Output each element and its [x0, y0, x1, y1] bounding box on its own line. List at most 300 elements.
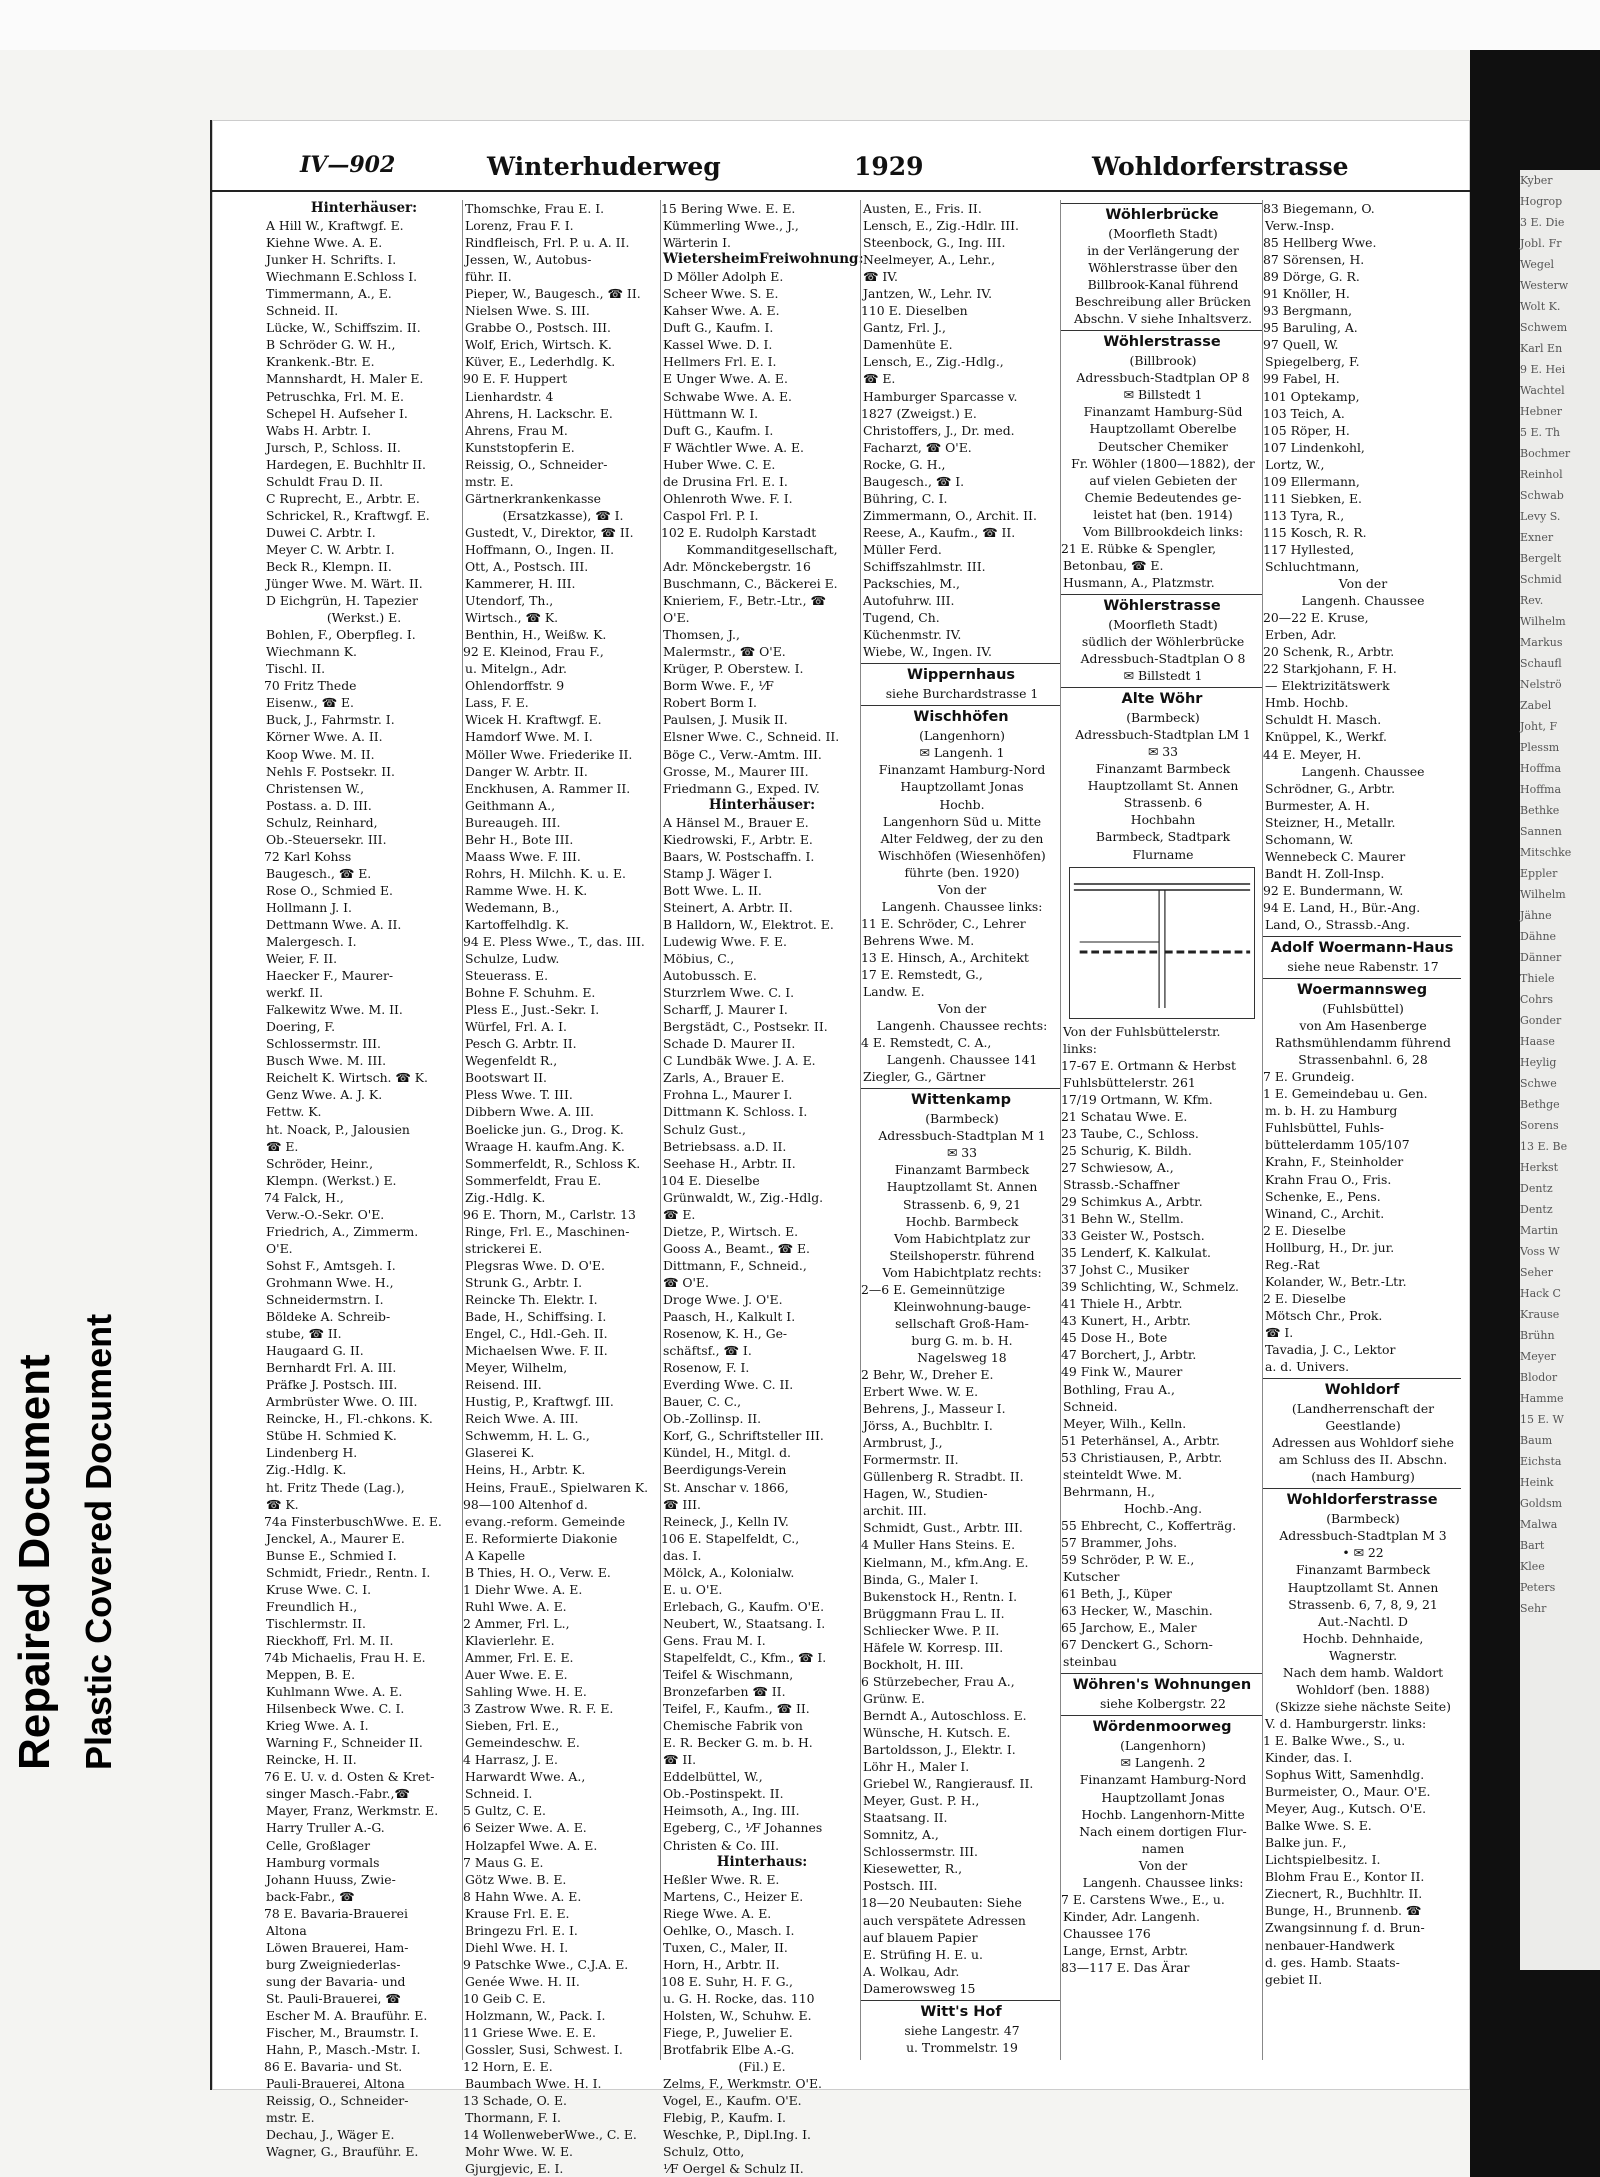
street-info-line: in der Verlängerung der — [1087, 243, 1239, 259]
entry-line: Sommerfeldt, R., Schloss K. — [465, 1155, 641, 1171]
entry-line: Dibbern Wwe. A. III. — [465, 1104, 594, 1120]
entry-line: stube, ☎ II. — [266, 1326, 342, 1342]
house-number-line: 108 E. Suhr, H. F. G., — [661, 1973, 793, 1989]
adjacent-page-fragment: 5 E. Th — [1520, 426, 1560, 439]
entry-line: Reese, A., Kaufm., ☎ II. — [863, 524, 1016, 540]
entry-line: Tugend, Ch. — [863, 610, 940, 626]
last-street-heading: Wohldorferstrasse — [1092, 152, 1349, 181]
entry-line: V. d. Hamburgerstr. links: — [1265, 1715, 1427, 1731]
adjacent-page-fragment: Mitschke — [1520, 846, 1572, 859]
entry-line: Thomschke, Frau E. I. — [465, 201, 605, 216]
entry-line: Mayer, Franz, Werkmstr. E. — [266, 1803, 439, 1819]
entry-line: Bohlen, F., Oberpfleg. I. — [266, 627, 416, 643]
entry-line: Stübe H. Schmied K. — [266, 1428, 397, 1444]
entry-line: Lensch, E., Zig.-Hdlr. III. — [863, 218, 1019, 234]
entry-line: Ohlendorffstr. 9 — [465, 678, 565, 694]
entry-line: Schulz, Otto, — [663, 2144, 745, 2160]
entry-line: Altona — [266, 1922, 307, 1938]
entry-line: Behrmann, H., — [1063, 1483, 1155, 1499]
entry-line: Glaserei K. — [465, 1445, 535, 1461]
house-number-line: 98—100 Altenhof d. — [463, 1496, 588, 1512]
house-number-line: 21 Schatau Wwe. E. — [1061, 1108, 1188, 1124]
entry-line: mstr. E. — [266, 2110, 315, 2126]
entry-line: Pesch G. Arbtr. II. — [465, 1036, 577, 1052]
house-number-line: 27 Schwiesow, A., — [1061, 1159, 1174, 1175]
street-info-line: Von der — [937, 881, 987, 897]
entry-line: Pieper, W., Baugesch., ☎ II. — [465, 286, 641, 302]
house-number-line: 95 Baruling, A. — [1263, 320, 1358, 336]
entry-line: auch verspätete Adressen — [863, 1912, 1026, 1928]
street-info-line: (Billbrook) — [1129, 353, 1197, 369]
house-number-line: 43 Kunert, H., Arbtr. — [1061, 1313, 1191, 1329]
entry-line: Dettmann Wwe. A. II. — [266, 916, 402, 932]
entry-line: Damerowsweg 15 — [863, 1980, 976, 1996]
entry-line: Reineck, J., Kelln IV. — [663, 1513, 789, 1529]
entry-line: Droge Wwe. J. O'E. — [663, 1292, 783, 1307]
street-info-line: Beschreibung aller Brücken — [1075, 294, 1251, 310]
house-number-line: 21 E. Rübke & Spengler, — [1061, 540, 1217, 556]
street-info-line: (Langenhorn) — [919, 728, 1005, 744]
entry-line: Jantzen, W., Lehr. IV. — [863, 286, 993, 302]
entry-line: Betriebsass. a.D. II. — [663, 1138, 787, 1154]
house-number-line: 35 Lenderf, K. Kalkulat. — [1061, 1245, 1211, 1261]
entry-line: C Lundbäk Wwe. J. A. E. — [663, 1053, 816, 1069]
entry-line: Armbrüster Wwe. O. III. — [266, 1394, 418, 1410]
adjacent-page-fragment: Cohrs — [1520, 993, 1554, 1006]
street-info-line: (Werkst.) E. — [326, 610, 402, 626]
entry-line: St. Anschar v. 1866, — [663, 1479, 789, 1495]
entry-line: Gens. Frau M. I. — [663, 1632, 766, 1648]
entry-line: Hagen, W., Studien- — [863, 1486, 988, 1502]
entry-line: Betonbau, ☎ E. — [1063, 557, 1164, 573]
street-info-line: am Schluss des II. Abschn. — [1278, 1452, 1448, 1468]
entry-line: Bunse E., Schmied I. — [266, 1547, 397, 1563]
entry-line: Strunk G., Arbtr. I. — [465, 1274, 583, 1290]
entry-line: Jenckel, A., Maurer E. — [266, 1530, 405, 1546]
street-info-line: Deutscher Chemiker — [1098, 438, 1228, 454]
entry-line: Ludewig Wwe. F. E. — [663, 934, 787, 950]
entry-line: Sophus Witt, Samenhdlg. — [1265, 1767, 1425, 1783]
house-number-line: 103 Teich, A. — [1263, 405, 1345, 421]
entry-line: Schluchtmann, — [1265, 558, 1360, 574]
street-info-line: u. Trommelstr. 19 — [906, 2039, 1018, 2055]
street-info-line: Nach dem hamb. Waldort — [1282, 1664, 1444, 1680]
entry-line: Möbius, C., — [663, 951, 735, 967]
house-number-line: 65 Jarchow, E., Maler — [1061, 1620, 1197, 1636]
entry-line: Bade, H., Schiffsing. I. — [465, 1309, 607, 1325]
house-number-line: 17 E. Remstedt, G., — [861, 966, 983, 982]
entry-line: Dechau, J., Wäger E. — [266, 2127, 395, 2143]
house-number-line: 2—6 E. Gemeinnützige — [861, 1281, 1005, 1297]
street-info-line: Chemie Bedeutendes ge- — [1084, 489, 1242, 505]
adjacent-page-fragment: Wilhelm — [1520, 615, 1566, 628]
entry-line: Lange, Ernst, Arbtr. — [1063, 1942, 1189, 1958]
street-info-line: Hauptzollamt St. Annen — [1087, 778, 1239, 794]
entry-line: Balke Wwe. S. E. — [1265, 1818, 1372, 1834]
entry-line: Heins, H., Arbtr. K. — [465, 1462, 586, 1478]
entry-line: Buschmann, C., Bäckerei E. — [663, 576, 838, 592]
entry-line: Bureaugeh. III. — [465, 814, 561, 830]
adjacent-page-fragment: Kyber — [1520, 174, 1553, 187]
entry-line: Tuxen, C., Maler, II. — [663, 1939, 788, 1955]
entry-line: Bergstädt, C., Postsekr. II. — [663, 1019, 828, 1035]
entry-line: B Halldorn, W., Elektrot. E. — [663, 916, 834, 932]
street-info-line: ✉ Billstedt 1 — [1123, 668, 1203, 684]
adjacent-page-fragment: Sannen — [1520, 825, 1562, 838]
house-number-line: 107 Lindenkohl, — [1263, 439, 1365, 455]
entry-line: Küver, E., Lederhdlg. K. — [465, 354, 616, 370]
entry-line: ☎ E. — [663, 1206, 696, 1222]
entry-line: Land, O., Strassb.-Ang. — [1265, 916, 1411, 932]
house-number-line: 93 Bergmann, — [1263, 303, 1353, 319]
street-info-line: Hochb. Langenhorn-Mitte — [1081, 1806, 1245, 1822]
entry-line: Gantz, Frl. J., — [863, 320, 946, 336]
street-info-line: ✉ Billstedt 1 — [1123, 387, 1203, 403]
entry-line: Neelmeyer, A., Lehr., — [863, 252, 996, 268]
entry-line: Lichtspielbesitz. I. — [1265, 1852, 1381, 1868]
adjacent-page-fragment: Dähne — [1520, 930, 1557, 943]
scan-top-margin — [0, 0, 1600, 50]
entry-line: Malermstr., ☎ O'E. — [663, 644, 786, 660]
entry-line: Sohst F., Amtsgeh. I. — [266, 1257, 396, 1273]
entry-line: singer Masch.-Fabr.,☎ — [266, 1786, 410, 1802]
house-number-line: 83 Biegemann, O. — [1263, 201, 1375, 216]
entry-line: Engel, C., Hdl.-Geh. II. — [465, 1326, 608, 1342]
house-number-line: 99 Fabel, H. — [1263, 371, 1340, 387]
entry-line: Kümmerling Wwe., J., — [663, 218, 799, 234]
entry-line: Packschies, M., — [863, 576, 960, 592]
entry-line: B Thies, H. O., Verw. E. — [465, 1564, 611, 1580]
entry-line: Reichelt K. Wirtsch. ☎ K. — [266, 1070, 428, 1086]
adjacent-page-fragment: Voss W — [1520, 1245, 1560, 1258]
adjacent-page-fragment: Zabel — [1520, 699, 1552, 712]
entry-line: Meyer C. W. Arbtr. I. — [266, 541, 395, 557]
street-info-line: (Ersatzkasse), ☎ I. — [502, 507, 624, 523]
house-number-line: 57 Brammer, Johs. — [1061, 1534, 1178, 1550]
entry-line: Geithmann A., — [465, 797, 556, 813]
street-info-line: Hochb. Dehnhaide, — [1302, 1630, 1424, 1646]
house-number-line: 115 Kosch, R. R. — [1263, 524, 1367, 540]
street-heading: Wördenmoorweg — [1061, 1715, 1263, 1737]
entry-line: Kiedrowski, F., Arbtr. E. — [663, 831, 813, 847]
entry-line: u. G. H. Rocke, das. 110 — [663, 1990, 815, 2006]
entry-line: Knieriem, F., Betr.-Ltr., ☎ — [663, 593, 826, 609]
entry-line: Kammerer, H. III. — [465, 576, 576, 592]
entry-line: Bockholt, H. III. — [863, 1656, 964, 1672]
adjacent-page-fragment: Bergelt — [1520, 552, 1562, 565]
entry-line: Reissig, O., Schneider- — [266, 2093, 409, 2109]
entry-line: Duwei C. Arbtr. I. — [266, 524, 376, 540]
entry-line: Chemische Fabrik von — [663, 1718, 803, 1734]
adjacent-page-fragment: Sorens — [1520, 1119, 1559, 1132]
entry-line: Falkewitz Wwe. M. II. — [266, 1002, 403, 1018]
entry-line: Schulz Gust., — [663, 1121, 746, 1137]
street-info-line: Langenh. Chaussee — [1301, 593, 1425, 609]
street-info-line: Steilshoperstr. führend — [889, 1247, 1035, 1263]
entry-line: Formermstr. II. — [863, 1452, 959, 1468]
street-info-line: Finanzamt Hamburg-Nord — [1079, 1772, 1247, 1788]
entry-line: Lorenz, Frau F. I. — [465, 218, 574, 234]
adjacent-page-fragment: Haase — [1520, 1035, 1555, 1048]
adjacent-page-fragment: Brühn — [1520, 1329, 1555, 1342]
entry-line: werkf. II. — [266, 985, 324, 1001]
entry-line: Tavadia, J. C., Lektor — [1265, 1342, 1396, 1357]
entry-line: Baars, W. Postschaffn. I. — [663, 848, 815, 864]
street-info-line: (Fuhlsbüttel) — [1322, 1001, 1404, 1017]
entry-line: Balke jun. F., — [1265, 1835, 1347, 1851]
entry-line: das. I. — [663, 1547, 702, 1563]
entry-line: burg Zweigniederlas- — [266, 1956, 401, 1972]
adjacent-page-fragment: Gonder — [1520, 1014, 1562, 1027]
entry-line: Meyer, Aug., Kutsch. O'E. — [1265, 1801, 1427, 1817]
entry-line: Bartoldsson, J., Elektr. I. — [863, 1742, 1016, 1758]
entry-line: Christen & Co. III. — [663, 1837, 780, 1853]
house-number-line: 3 Zastrow Wwe. R. F. E. — [463, 1701, 614, 1717]
adjacent-page-fragment: Markus — [1520, 636, 1563, 649]
entry-line: Thomsen, J., — [663, 627, 740, 643]
entry-line: Kassel Wwe. D. I. — [663, 337, 773, 353]
house-number-line: 17/19 Ortmann, W. Kfm. — [1061, 1091, 1213, 1107]
adjacent-page-fragment: Heink — [1520, 1476, 1554, 1489]
house-number-line: 70 Fritz Thede — [264, 678, 357, 694]
entry-line: Körner Wwe. A. II. — [266, 729, 383, 745]
entry-line: Krüger, P. Oberstew. I. — [663, 661, 804, 677]
entry-line: steinbau — [1063, 1654, 1117, 1670]
house-number-line: 9 Patschke Wwe., C.J.A. E. — [463, 1956, 629, 1972]
entry-line: Teifel & Wischmann, — [663, 1667, 794, 1683]
entry-line: Güllenberg R. Stradbt. II. — [863, 1469, 1024, 1485]
street-info-line: Hauptzollamt Oberelbe — [1089, 421, 1237, 437]
entry-line: Hilsenbeck Wwe. C. I. — [266, 1701, 405, 1717]
house-number-line: 15 Bering Wwe. E. E. — [661, 201, 796, 216]
entry-line: Bauer, C. C., — [663, 1394, 742, 1410]
entry-line: E. Strüfing H. E. u. — [863, 1946, 983, 1962]
entry-line: Facharzt, ☎ O'E. — [863, 439, 972, 455]
page-header — [212, 148, 1470, 192]
house-number-line: 2 Behr, W., Dreher E. — [861, 1367, 994, 1382]
street-info-line: (Fil.) E. — [738, 2059, 786, 2075]
entry-line: Scheer Wwe. S. E. — [663, 286, 779, 302]
entry-line: Schmidt, Friedr., Rentn. I. — [266, 1564, 431, 1580]
entry-line: Beck R., Klempn. II. — [266, 558, 392, 574]
adjacent-page-fragment: Karl En — [1520, 342, 1563, 355]
entry-line: Chaussee 176 — [1063, 1925, 1151, 1941]
entry-line: Wabs H. Arbtr. I. — [266, 422, 372, 438]
entry-line: Wünsche, H. Kutsch. E. — [863, 1724, 1011, 1740]
entry-line: Mohr Wwe. W. E. — [465, 2144, 573, 2160]
entry-line: Krahn Frau O., Fris. — [1265, 1171, 1392, 1187]
house-number-line: 4 Harrasz, J. E. — [463, 1752, 558, 1768]
street-info-line: Wagnerstr. — [1328, 1647, 1398, 1663]
street-info-line: Abschn. V siehe Inhaltsverz. — [1073, 311, 1253, 327]
entry-line: Austen, E., Fris. II. — [863, 201, 982, 216]
entry-line: Steizner, H., Metallr. — [1265, 814, 1396, 830]
entry-line: Damenhüte E. — [863, 337, 953, 353]
entry-line: Verw.-Insp. — [1265, 218, 1335, 234]
entry-line: links: — [1063, 1040, 1097, 1056]
entry-line: Boelicke jun. G., Drog. K. — [465, 1121, 624, 1137]
entry-line: Erben, Adr. — [1265, 627, 1337, 643]
entry-line: Fuhlsbüttel, Fuhls- — [1265, 1120, 1384, 1136]
entry-line: Zarls, A., Brauer E. — [663, 1070, 785, 1086]
adjacent-page-fragment: Hoffma — [1520, 783, 1562, 796]
entry-line: Autobussch. E. — [663, 968, 757, 984]
entry-line: ht. Fritz Thede (Lag.), — [266, 1479, 405, 1495]
entry-line: Kiesewetter, R., — [863, 1861, 963, 1877]
entry-line: Schiffszahlmstr. III. — [863, 558, 986, 574]
street-info-line: Wischhöfen (Wiesenhöfen) — [878, 847, 1046, 863]
street-info-line: (Moorfleth Stadt) — [1108, 616, 1218, 632]
street-info-line: Wöhlerstrasse über den — [1088, 260, 1238, 276]
entry-line: C Ruprecht, E., Arbtr. E. — [266, 490, 420, 506]
entry-line: Brüggmann Frau L. II. — [863, 1605, 1005, 1621]
entry-line: Hardegen, E. Buchhltr II. — [266, 456, 426, 472]
entry-line: Grünwaldt, W., Zig.-Hdlg. — [663, 1189, 824, 1205]
entry-line: Schenke, E., Pens. — [1265, 1188, 1381, 1204]
entry-line: ☎ III. — [663, 1496, 701, 1512]
entry-line: Dittmann, F., Schneid., — [663, 1257, 807, 1273]
entry-line: B Schröder G. W. H., — [266, 337, 396, 353]
entry-line: D Eichgrün, H. Tapezier — [266, 593, 418, 609]
adjacent-page-fragment: Plessm — [1520, 741, 1560, 754]
entry-line: strickerei E. — [465, 1240, 543, 1256]
entry-line: Lindenberg H. — [266, 1445, 358, 1461]
entry-line: Stapelfeldt, C., Kfm., ☎ I. — [663, 1649, 827, 1665]
street-sketch-map — [1069, 867, 1255, 1019]
adjacent-page-fragment: Dentz — [1520, 1203, 1553, 1216]
street-info-line: Billbrook-Kanal führend — [1087, 277, 1239, 293]
entry-line: Schade D. Maurer II. — [663, 1036, 796, 1052]
entry-line: E. u. O'E. — [663, 1581, 723, 1597]
entry-line: Fuhlsbüttelerstr. 261 — [1063, 1074, 1196, 1090]
entry-line: Ob.-Zollinsp. II. — [663, 1411, 762, 1427]
entry-line: Kündel, H., Mitgl. d. — [663, 1445, 791, 1461]
repaired-document-label: Repaired Document — [10, 1354, 59, 1770]
house-number-line: 11 Griese Wwe. E. E. — [463, 2025, 596, 2041]
adjacent-page-fragment: Wegel — [1520, 258, 1554, 271]
street-info-line: Langenhorn Süd u. Mitte — [882, 813, 1042, 829]
street-heading: Wöhren's Wohnungen — [1061, 1673, 1263, 1695]
house-number-line: 45 Dose H., Bote — [1061, 1330, 1168, 1346]
adjacent-page-fragment: Reinhol — [1520, 468, 1563, 481]
entry-line: Duft G., Kaufm. I. — [663, 320, 774, 336]
adjacent-page-fragment: Schwem — [1520, 321, 1568, 334]
adjacent-page-fragment: Goldsm — [1520, 1497, 1563, 1510]
house-number-line: 25 Schurig, K. Bildh. — [1061, 1142, 1192, 1158]
entry-line: Rocke, G. H., — [863, 456, 946, 472]
house-number-line: 13 E. Hinsch, A., Architekt — [861, 949, 1029, 965]
directory-column-5 — [1060, 200, 1263, 2060]
house-number-line: 2 Ammer, Frl. L., — [463, 1615, 570, 1631]
entry-line: Blohm Frau E., Kontor II. — [1265, 1869, 1425, 1885]
house-number-line: 20 Schenk, R., Arbtr. — [1263, 644, 1395, 660]
entry-line: E. R. Becker G. m. b. H. — [663, 1735, 813, 1751]
entry-line: Wennebeck C. Maurer — [1265, 848, 1406, 864]
entry-line: Baugesch., ☎ I. — [863, 473, 965, 489]
entry-line: F Wächtler Wwe. A. E. — [663, 439, 804, 455]
street-info-line: Wohldorf (ben. 1888) — [1296, 1681, 1430, 1697]
entry-line: Würfel, Frl. A. I. — [465, 1019, 567, 1035]
adjacent-page-fragment: 15 E. W — [1520, 1413, 1564, 1426]
entry-line: Frohna L., Maurer I. — [663, 1087, 793, 1103]
entry-line: Schrickel, R., Kraftwgf. E. — [266, 507, 430, 523]
adjacent-page-fragment: Wilhelm — [1520, 888, 1566, 901]
entry-line: Rohrs, H. Milchh. K. u. E. — [465, 865, 626, 881]
entry-line: D Möller Adolph E. — [663, 269, 784, 285]
entry-line: ☎ IV. — [863, 269, 898, 285]
street-info-line: Von der — [1338, 576, 1388, 592]
entry-line: Zig.-Hdlg. K. — [266, 1462, 347, 1478]
street-info-line: Geestlande) — [1325, 1418, 1401, 1434]
entry-line: u. Mitelgn., Adr. — [465, 661, 567, 677]
entry-line: Diehl Wwe. H. I. — [465, 1939, 569, 1955]
entry-line: Löwen Brauerei, Ham- — [266, 1939, 409, 1955]
house-number-line: 51 Peterhänsel, A., Arbtr. — [1061, 1432, 1220, 1448]
entry-line: Freundlich H., — [266, 1598, 358, 1614]
entry-line: führ. II. — [465, 269, 512, 285]
house-number-line: 106 E. Stapelfeldt, C., — [661, 1530, 800, 1546]
adjacent-page-fragment: Malwa — [1520, 1518, 1558, 1531]
entry-line: Schröder, Heinr., — [266, 1155, 374, 1171]
adjacent-page-fragment: Thiele — [1520, 972, 1555, 985]
street-heading: Woermannsweg — [1263, 978, 1461, 1000]
street-info-line: Flurname — [1132, 846, 1194, 862]
entry-line: Steinert, A. Arbtr. II. — [663, 899, 793, 915]
house-number-line: 92 E. Bundermann, W. — [1263, 882, 1404, 898]
entry-line: Holsten, W., Schuhw. E. — [663, 2007, 812, 2023]
entry-line: Schomann, W. — [1265, 831, 1354, 847]
entry-line: Spiegelberg, F. — [1265, 354, 1360, 370]
entry-line: Tischl. II. — [266, 661, 326, 677]
house-number-line: 4 E. Remstedt, C. A., — [861, 1035, 992, 1051]
adjacent-page-fragment: Hogrop — [1520, 195, 1563, 208]
entry-line: Neubert, W., Staatsang. I. — [663, 1615, 826, 1631]
entry-line: a. d. Univers. — [1265, 1359, 1350, 1375]
entry-line: Zimmermann, O., Archit. II. — [863, 507, 1037, 523]
entry-line: Hahn, P., Masch.-Mstr. I. — [266, 2042, 421, 2058]
house-number-line: 104 E. Dieselbe — [661, 1172, 760, 1188]
entry-line: Meyer, Wilhelm, — [465, 1360, 568, 1376]
entry-line: archit. III. — [863, 1503, 927, 1519]
entry-line: Lücke, W., Schiffszim. II. — [266, 320, 421, 336]
entry-line: Götz Wwe. B. E. — [465, 1871, 567, 1887]
house-number-line: 74b Michaelis, Frau H. E. — [264, 1649, 426, 1665]
entry-line: Kielmann, M., kfm.Ang. E. — [863, 1554, 1029, 1570]
entry-line: Meyer, Wilh., Kelln. — [1063, 1415, 1187, 1431]
street-info-line: (nach Hamburg) — [1311, 1469, 1415, 1485]
adjacent-page-fragment: Schmid — [1520, 573, 1562, 586]
entry-line: Ramme Wwe. H. K. — [465, 882, 588, 898]
adjacent-page-fragment: Krause — [1520, 1308, 1560, 1321]
house-number-line: 67 Denckert G., Schorn- — [1061, 1637, 1213, 1653]
directory-column-2 — [462, 200, 661, 2177]
house-number-line: 33 Geister W., Postsch. — [1061, 1228, 1205, 1244]
entry-line: Busch Wwe. M. III. — [266, 1053, 387, 1069]
adjacent-page-fragment: Schwe — [1520, 1077, 1557, 1090]
entry-line: Heimsoth, A., Ing. III. — [663, 1803, 800, 1819]
entry-line: St. Pauli-Brauerei, ☎ — [266, 1990, 401, 2006]
street-info-line: siehe Langestr. 47 — [904, 2022, 1020, 2038]
entry-line: Küchenmstr. IV. — [863, 627, 962, 643]
entry-line: nenbauer-Handwerk — [1265, 1937, 1395, 1953]
entry-line: Wiechmann E.Schloss I. — [266, 269, 418, 285]
entry-line: Wicek H. Kraftwgf. E. — [465, 712, 602, 728]
adjacent-page-fragment: Baum — [1520, 1434, 1553, 1447]
entry-line: Pless Wwe. T. III. — [465, 1087, 573, 1103]
adjacent-page-fragment: Wachtel — [1520, 384, 1565, 397]
street-info-line: Nagelsweg 18 — [917, 1349, 1007, 1365]
entry-line: Meyer, Gust. P. H., — [863, 1793, 980, 1809]
